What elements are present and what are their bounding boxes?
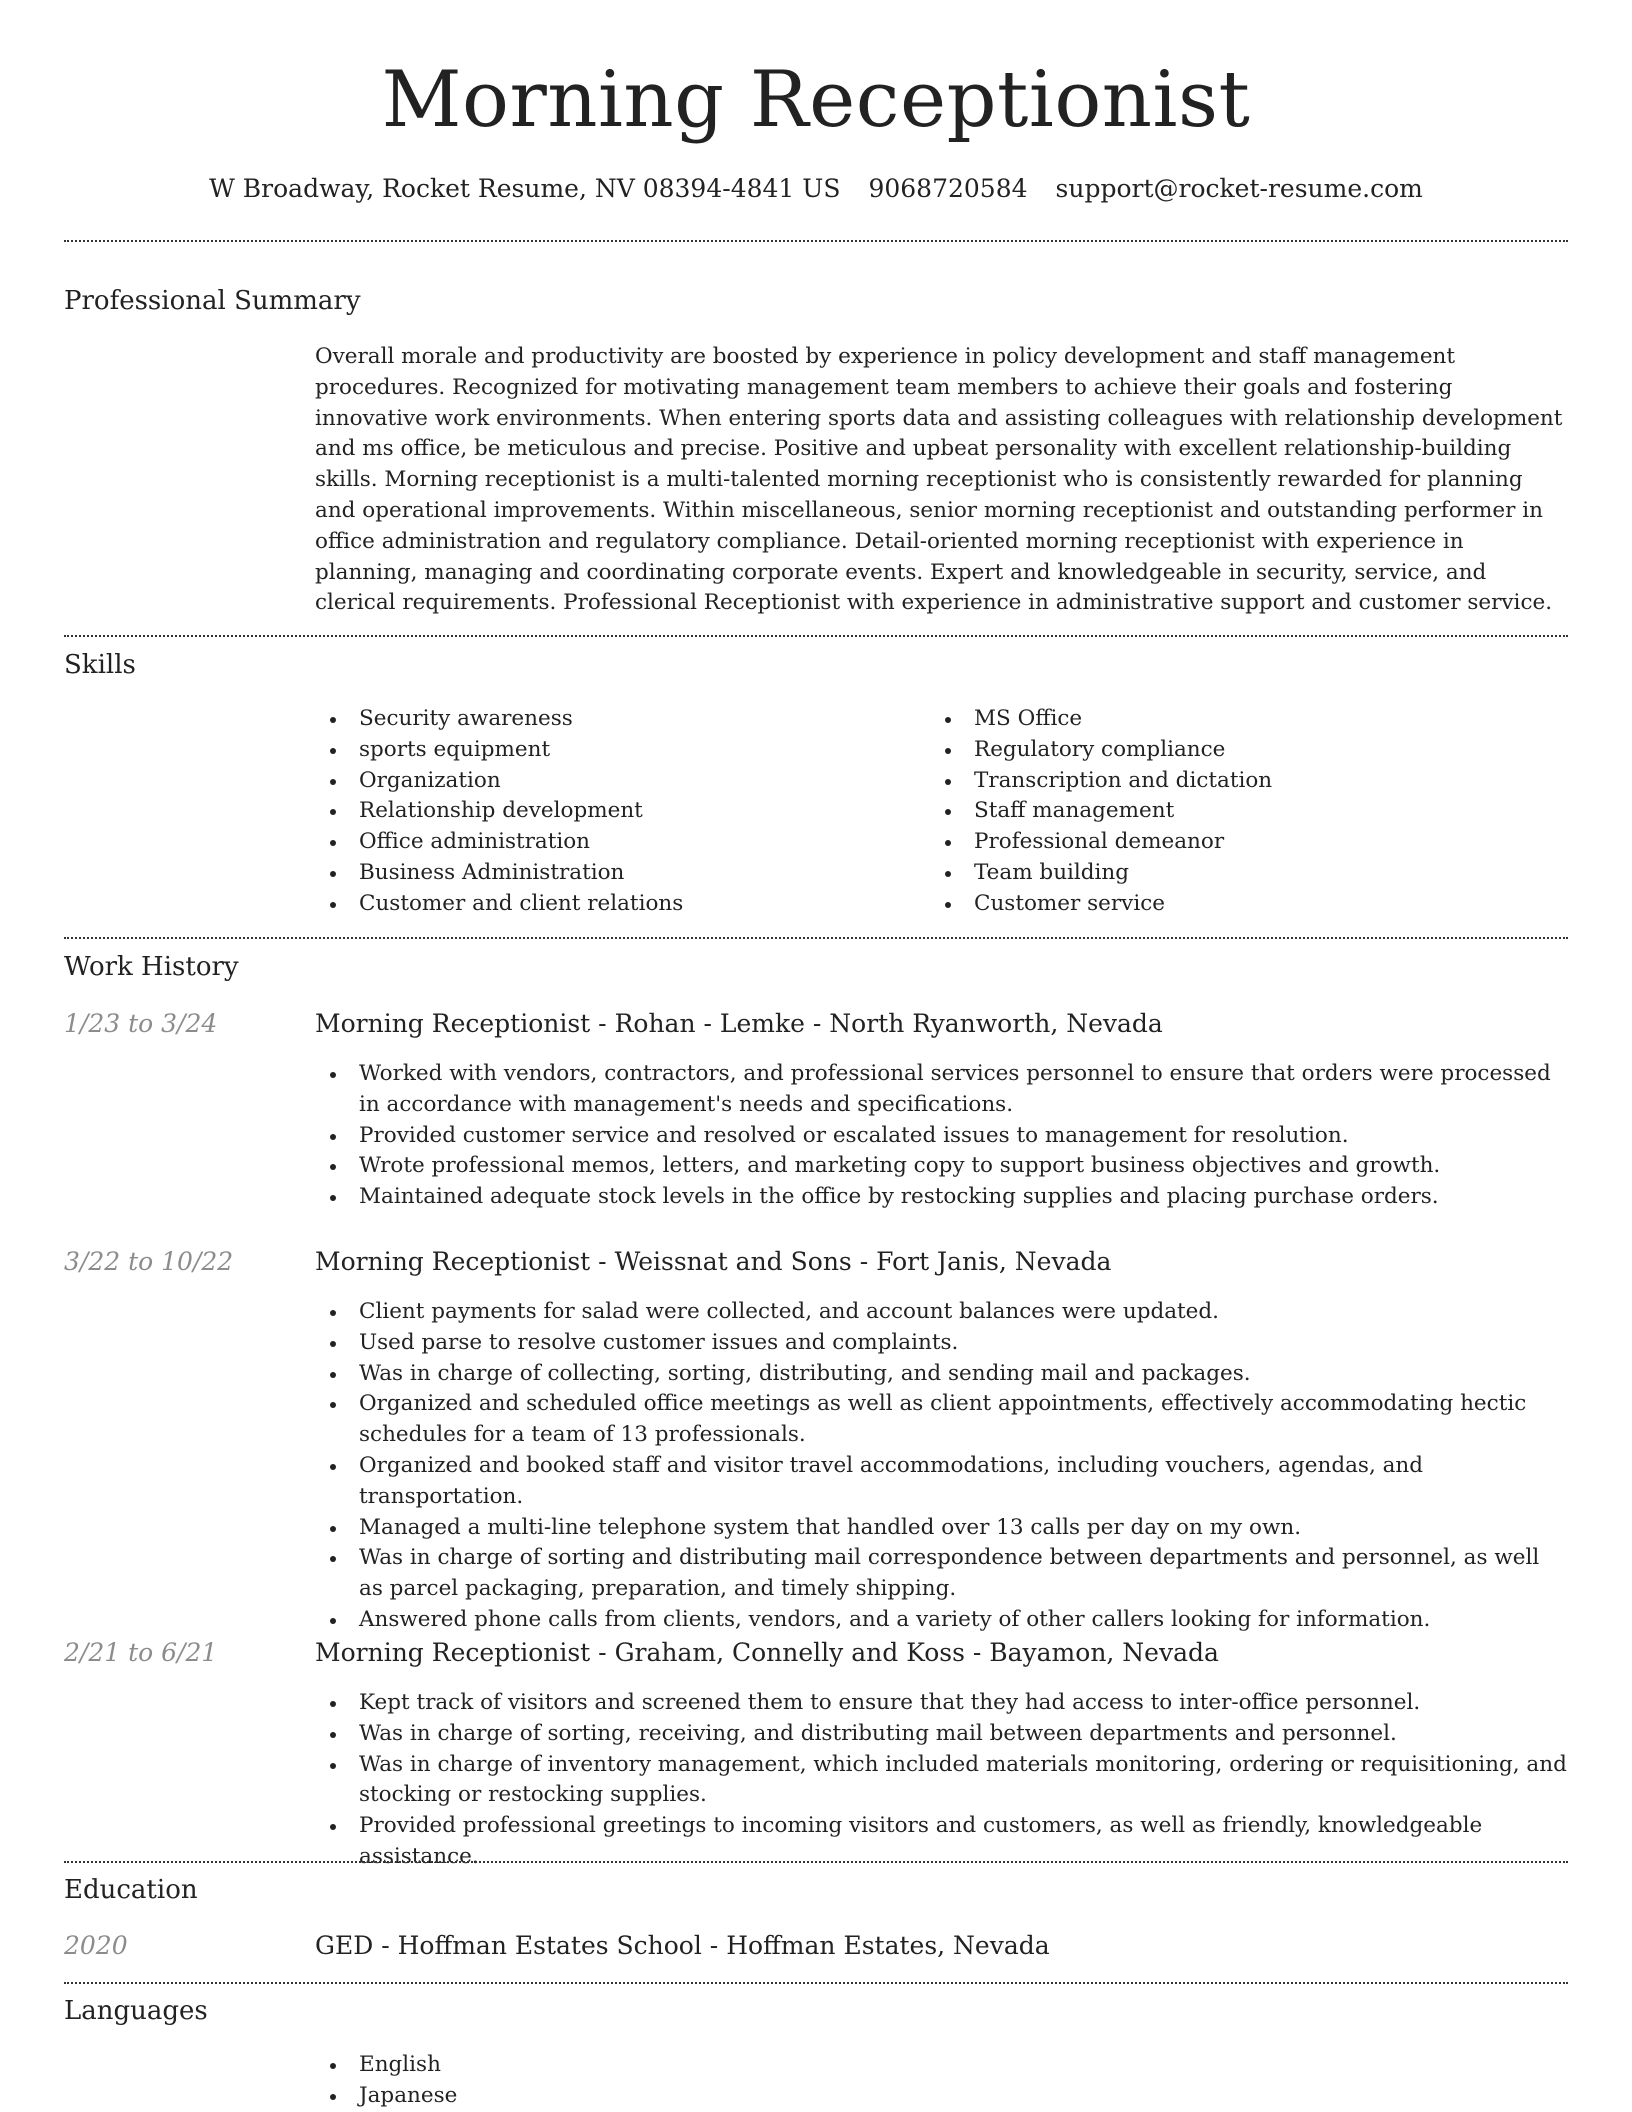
languages-heading: Languages: [64, 1996, 208, 2026]
education-heading-line: GED - Hoffman Estates School - Hoffman Estates, Nevada: [315, 1931, 1050, 1960]
work-history-heading: Work History: [64, 952, 239, 982]
job-bullet-list: [315, 1297, 1568, 1636]
languages-list: [315, 2050, 1568, 2112]
summary-text: Overall morale and productivity are boosted by experience in policy development and staff management procedures. Recognized for motivating management team members to achieve their goals and fostering innovative work environments. When entering sports data and assisting colleagues with relationship development and ms office, be meticulous and precise. Positive and upbeat personality with excellent relationship-building skills. Morning receptionist is a multi-talented morning receptionist who is consistently rewarded for planning and operational improvements. Within miscellaneous, senior morning receptionist and outstanding performer in office administration and regulatory compliance. Detail-oriented morning receptionist with experience in planning, managing and coordinating corporate events. Expert and knowledgeable in security, service, and clerical requirements. Professional Receptionist with experience in administrative support and customer service.: [315, 344, 1563, 616]
job-bullet: Worked with vendors, contractors, and professional services personnel to ensure that orders were processed in accordance with management's needs and specifications.: [315, 1059, 1568, 1121]
skills-list-left: [315, 704, 915, 920]
job-bullet: Answered phone calls from clients, vendors, and a variety of other callers looking for information.: [315, 1605, 1568, 1636]
job-heading: Morning Receptionist - Rohan - Lemke - North Ryanworth, Nevada: [315, 1009, 1163, 1038]
education-date: 2020: [64, 1931, 128, 1960]
skill-item: sports equipment: [315, 735, 915, 766]
job-bullet: Was in charge of inventory management, which included materials monitoring, ordering or requisitioning, and stocking or restocking supplies.: [315, 1750, 1568, 1812]
contact-address: W Broadway, Rocket Resume, NV 08394-4841 US: [209, 174, 841, 203]
job-date: 1/23 to 3/24: [64, 1009, 218, 1038]
skill-item: Regulatory compliance: [930, 735, 1560, 766]
skill-item: Customer and client relations: [315, 889, 915, 920]
job-bullet: Maintained adequate stock levels in the office by restocking supplies and placing purchase orders.: [315, 1182, 1568, 1213]
job-date: 2/21 to 6/21: [64, 1638, 218, 1667]
job-bullet: Provided professional greetings to incoming visitors and customers, as well as friendly, knowledgeable assistance.: [315, 1811, 1568, 1873]
skill-item: Professional demeanor: [930, 827, 1560, 858]
job-bullet: Was in charge of sorting and distributing mail correspondence between departments and personnel, as well as parcel packaging, preparation, and timely shipping.: [315, 1543, 1568, 1605]
section-divider: [64, 937, 1568, 939]
job-heading: Morning Receptionist - Weissnat and Sons - Fort Janis, Nevada: [315, 1247, 1112, 1276]
skill-item: Office administration: [315, 827, 915, 858]
job-bullet: Provided customer service and resolved or escalated issues to management for resolution.: [315, 1121, 1568, 1152]
skills-heading: Skills: [64, 650, 136, 680]
section-divider: [64, 1861, 1568, 1863]
summary-heading: Professional Summary: [64, 286, 361, 316]
job-bullet: Managed a multi-line telephone system that handled over 13 calls per day on my own.: [315, 1513, 1568, 1544]
candidate-name: Morning Receptionist: [381, 55, 1251, 145]
job-bullet: Organized and scheduled office meetings as well as client appointments, effectively accommodating hectic schedules for a team of 13 professionals.: [315, 1389, 1568, 1451]
skill-item: Staff management: [930, 796, 1560, 827]
language-item: English: [315, 2050, 1568, 2081]
skill-item: Transcription and dictation: [930, 766, 1560, 797]
job-bullet: Wrote professional memos, letters, and marketing copy to support business objectives and growth.: [315, 1151, 1568, 1182]
job-bullet: Kept track of visitors and screened them to ensure that they had access to inter-office personnel.: [315, 1688, 1568, 1719]
job-bullet: Was in charge of sorting, receiving, and distributing mail between departments and personnel.: [315, 1719, 1568, 1750]
skill-item: Relationship development: [315, 796, 915, 827]
language-item: Japanese: [315, 2081, 1568, 2112]
job-bullet: Was in charge of collecting, sorting, distributing, and sending mail and packages.: [315, 1359, 1568, 1390]
skill-item: Business Administration: [315, 858, 915, 889]
job-bullet: Used parse to resolve customer issues and complaints.: [315, 1328, 1568, 1359]
section-divider: [64, 635, 1568, 637]
section-divider: [64, 240, 1568, 242]
skill-item: Organization: [315, 766, 915, 797]
contact-email: support@rocket-resume.com: [1055, 174, 1423, 203]
skill-item: Security awareness: [315, 704, 915, 735]
skills-list-right: [930, 704, 1560, 920]
contact-phone: 9068720584: [868, 174, 1028, 203]
job-date: 3/22 to 10/22: [64, 1247, 234, 1276]
job-bullet: Organized and booked staff and visitor travel accommodations, including vouchers, agendas, and transportation.: [315, 1451, 1568, 1513]
skill-item: MS Office: [930, 704, 1560, 735]
skill-item: Customer service: [930, 889, 1560, 920]
contact-line: [0, 172, 1632, 206]
education-heading: Education: [64, 1875, 198, 1905]
job-heading: Morning Receptionist - Graham, Connelly and Koss - Bayamon, Nevada: [315, 1638, 1219, 1667]
job-bullet-list: [315, 1688, 1568, 1873]
skill-item: Team building: [930, 858, 1560, 889]
section-divider: [64, 1982, 1568, 1984]
job-bullet: Client payments for salad were collected, and account balances were updated.: [315, 1297, 1568, 1328]
job-bullet-list: [315, 1059, 1568, 1213]
